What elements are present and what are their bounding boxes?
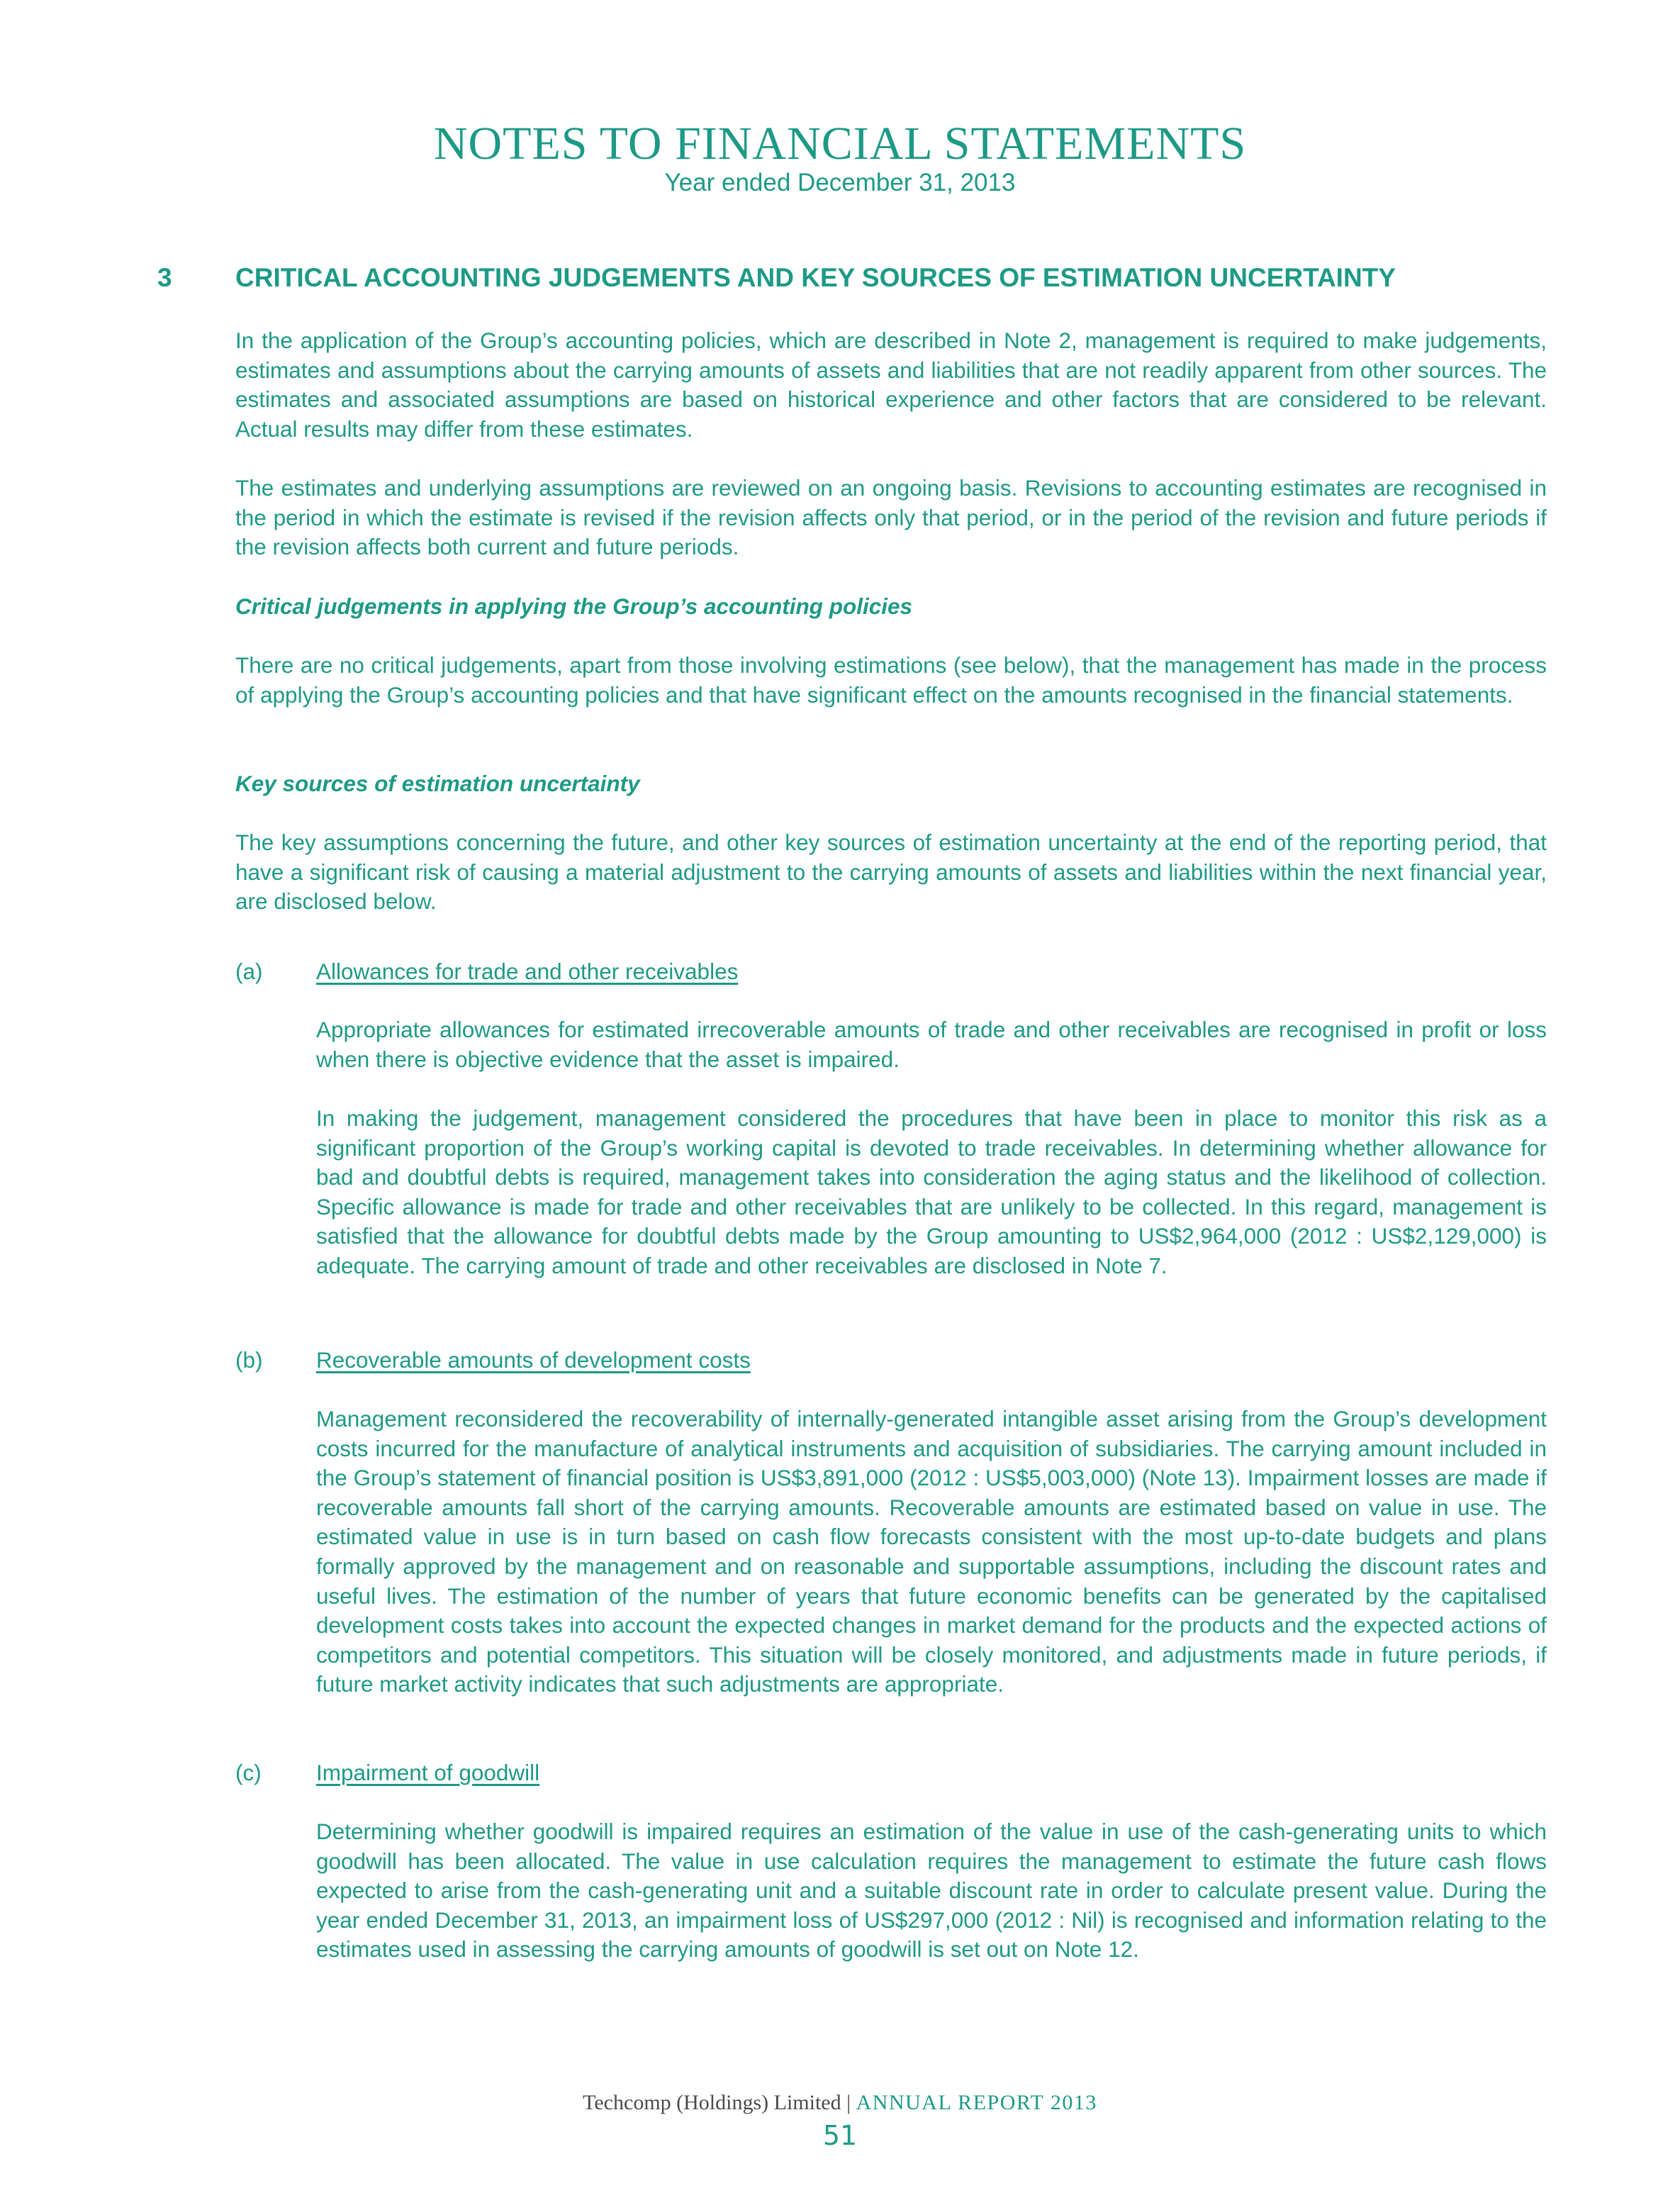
- item-a-title: Allowances for trade and other receivables: [316, 959, 739, 984]
- page-subtitle: Year ended December 31, 2013: [664, 169, 1016, 196]
- key-sources-text: The key assumptions concerning the future, and other key sources of estimation uncertainty at the end of the reporting period, that have a significant risk of causing a material adjustment to the carrying amounts of assets and liabilities within the next financial year, are disclosed below.: [235, 830, 1547, 915]
- item-c-letter: (c): [235, 1760, 262, 1785]
- footer-company: Techcomp (Holdings) Limited: [583, 2091, 841, 2114]
- page-title: NOTES TO FINANCIAL STATEMENTS: [433, 118, 1247, 169]
- footer-report: ANNUAL REPORT 2013: [856, 2091, 1097, 2114]
- intro-paragraph-1: In the application of the Group’s accounting policies, which are described in Note 2, management is required to make judgements, estimates and assumptions about the carrying amounts of assets and liabilities that are not readily apparent from other sources. The estimates and associated assumptions are based on historical experience and other factors that are considered to be relevant. Actual results may differ from these estimates.: [235, 328, 1547, 442]
- footer: [0, 2090, 1680, 2116]
- intro-paragraph-2: The estimates and underlying assumptions are reviewed on an ongoing basis. Revisions to accounting estimates are recognised in the period in which the estimate is revised if the revision affects only that period, or in the period of the revision and future periods if the revision affects both current and future periods.: [235, 475, 1547, 560]
- footer-separator: |: [846, 2091, 851, 2114]
- item-c-title: Impairment of goodwill: [316, 1760, 540, 1785]
- critical-judgements-text: There are no critical judgements, apart from those involving estimations (see below), that the management has made in the process of applying the Group’s accounting policies and that have significant effect on the amounts recognised in the financial statements.: [235, 652, 1547, 708]
- item-a-letter: (a): [235, 959, 263, 984]
- section-title: CRITICAL ACCOUNTING JUDGEMENTS AND KEY SOURCES OF ESTIMATION UNCERTAINTY: [235, 263, 1396, 292]
- item-a-paragraph-1: Appropriate allowances for estimated irrecoverable amounts of trade and other receivables are recognised in profit or loss when there is objective evidence that the asset is impaired.: [316, 1017, 1547, 1072]
- item-c-paragraph-1: Determining whether goodwill is impaired requires an estimation of the value in use of the cash-generating units to which goodwill has been allocated. The value in use calculation requires the management to estimate the future cash flows expected to arise from the cash-generating unit and a suitable discount rate in order to calculate present value. During the year ended December 31, 2013, an impairment loss of US$297,000 (2012 : Nil) is recognised and information relating to the estimates used in assessing the carrying amounts of goodwill is set out on Note 12.: [316, 1819, 1547, 1963]
- item-a-paragraph-2: In making the judgement, management considered the procedures that have been in place to monitor this risk as a significant proportion of the Group’s working capital is devoted to trade receivables. In determining whether allowance for bad and doubtful debts is required, management takes into consideration the aging status and the likelihood of collection. Specific allowance is made for trade and other receivables that are unlikely to be collected. In this regard, management is satisfied that the allowance for doubtful debts made by the Group amounting to US$2,964,000 (2012 : US$2,129,000) is adequate. The carrying amount of trade and other receivables are disclosed in Note 7.: [316, 1105, 1547, 1278]
- item-b-letter: (b): [235, 1347, 263, 1373]
- critical-judgements-heading: Critical judgements in applying the Group’s accounting policies: [235, 593, 913, 619]
- page-number: 51: [822, 2120, 858, 2151]
- key-sources-heading: Key sources of estimation uncertainty: [235, 771, 640, 796]
- item-b-title: Recoverable amounts of development costs: [316, 1347, 751, 1373]
- item-b-paragraph-1: Management reconsidered the recoverability of internally-generated intangible asset arising from the Group’s development costs incurred for the manufacture of analytical instruments and acquisition of subsidiaries. The carrying amount included in the Group’s statement of financial position is US$3,891,000 (2012 : US$5,003,000) (Note 13). Impairment losses are made if recoverable amounts fall short of the carrying amounts. Recoverable amounts are estimated based on value in use. The estimated value in use is in turn based on cash flow forecasts consistent with the most up-to-date budgets and plans formally approved by the management and on reasonable and supportable assumptions, including the discount rates and useful lives. The estimation of the number of years that future economic benefits can be generated by the capitalised development costs takes into account the expected changes in market demand for the products and the expected actions of competitors and potential competitors. This situation will be closely monitored, and adjustments made in future periods, if future market activity indicates that such adjustments are appropriate.: [316, 1406, 1547, 1697]
- section-number: 3: [157, 263, 172, 292]
